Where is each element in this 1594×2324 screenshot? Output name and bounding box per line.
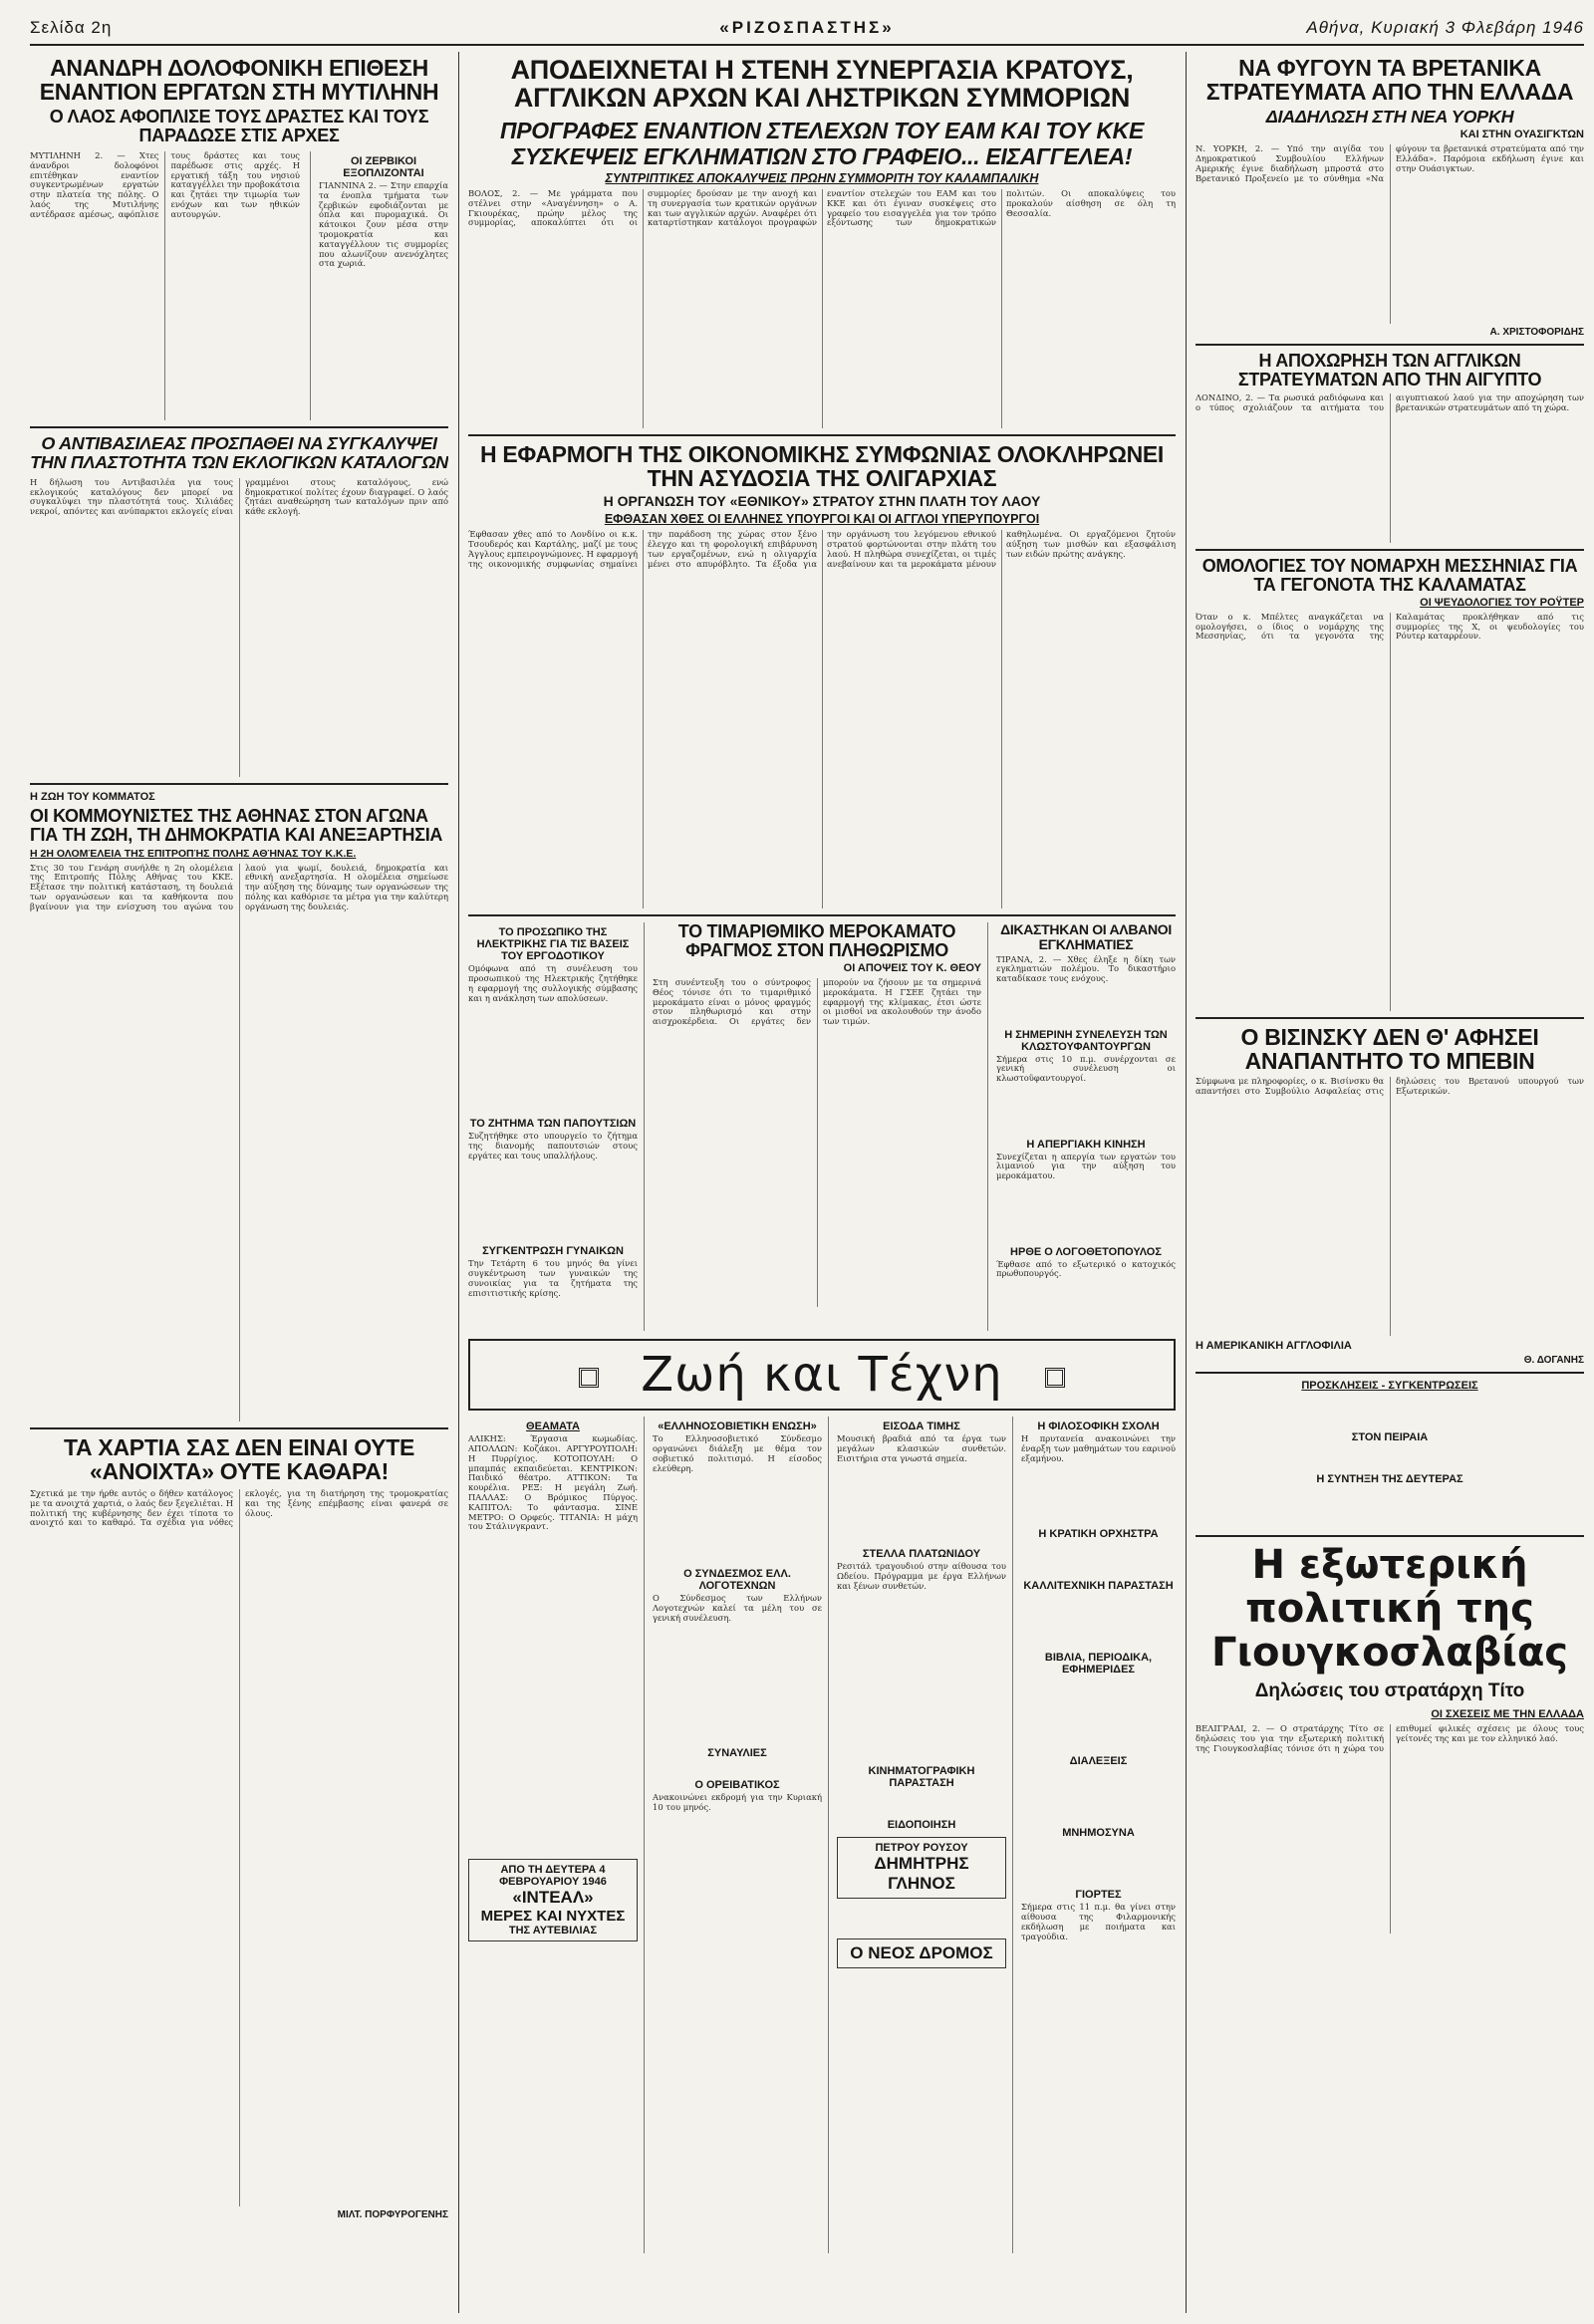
small-articles bbox=[468, 922, 645, 1331]
article-body: ΛΟΝΔΙΝΟ, 2. — Τα ρωσικά ραδιόφωνα και ο τύπος σχολιάζουν τα αιτήματα του αιγυπτιακού λαού για την αποχώρηση των βρετανικών στρατευμάτων από τη χώρα. bbox=[1196, 391, 1584, 412]
article-egypt bbox=[1196, 352, 1584, 543]
culture-col-4 bbox=[1021, 1417, 1176, 2253]
section-divider bbox=[1196, 1017, 1584, 1019]
subheadline: Δηλώσεις του στρατάρχη Τίτο bbox=[1254, 1680, 1525, 1702]
article-body: Σύμφωνα με πληροφορίες, ο κ. Βισίνσκυ θα απαντήσει στο Συμβούλιο Ασφαλείας στις δηλώσεις του Βρετανού υπουργού των Εξωτερικών. bbox=[1196, 1076, 1584, 1096]
section-heading: ΜΝΗΜΟΣΥΝΑ bbox=[1062, 1827, 1135, 1840]
article-mytilene bbox=[30, 56, 448, 420]
headline: Η εξωτερική πολιτική της Γιουγκοσλαβίας bbox=[1210, 1542, 1569, 1677]
section-heading: Ο ΣΥΝΔΕΣΜΟΣ ΕΛΛ. ΛΟΓΟΤΕΧΝΩΝ bbox=[683, 1568, 791, 1593]
section-heading: Η ΣΥΝΤΗΞΗ ΤΗΣ ΔΕΥΤΕΡΑΣ bbox=[1316, 1473, 1463, 1486]
section-heading: ΣΤΟΝ ΠΕΙΡΑΙΑ bbox=[1351, 1431, 1429, 1444]
article-body: Έφθασαν χθες από το Λονδίνο οι κ.κ. Τσουδερός και Καρτάλης, μαζί με τους Άγγλους εμπειρογνώμονες. Η εφαρμογή της οικονομικής συμφωνίας σημαίνει την παράδοση της χώρας στον ξένο έλεγχο και τη φορολογική επιβάρυνση των εργαζομένων, ενώ η ολιγαρχία μένει στο απυρόβλητο. Τα έξοδα για την οργάνωση του λεγόμενου εθνικού στρατού φορτώνονται στην πλάτη του λαού. Η πληθώρα συνεχίζεται, οι τιμές ανεβαίνουν και τα μεροκάματα μένουν καθηλωμένα. Οι εργαζόμενοι ζητούν αύξηση των μισθών και εξασφάλιση των ειδών πρώτης ανάγκης. bbox=[468, 529, 1176, 569]
culture-col-2 bbox=[653, 1417, 829, 2253]
article-messinia bbox=[1196, 557, 1584, 1011]
magazine-ad bbox=[837, 1938, 1006, 1968]
section-divider bbox=[1196, 344, 1584, 346]
section-divider bbox=[1196, 549, 1584, 551]
section-heading: ΣΥΝΑΥΛΙΕΣ bbox=[707, 1747, 767, 1760]
headline: ΑΝΑΝΔΡΗ ΔΟΛΟΦΟΝΙΚΗ ΕΠΙΘΕΣΗ ΕΝΑΝΤΙΟΝ ΕΡΓΑΤΩΝ ΣΤΗ ΜΥΤΙΛΗΝΗ bbox=[39, 56, 439, 106]
article-body: Ανακοινώνει εκδρομή για την Κυριακή 10 του μηνός. bbox=[653, 1792, 822, 1813]
headline: ΟΙ ΚΟΜΜΟΥΝΙΣΤΕΣ ΤΗΣ ΑΘΗΝΑΣ ΣΤΟΝ ΑΓΩΝΑ ΓΙΑ ΤΗ ΖΩΗ, ΤΗ ΔΗΜΟΚΡΑΤΙΑ ΚΑΙ ΑΝΕΞΑΡΤΗΣΙΑ bbox=[30, 805, 443, 845]
article-tito bbox=[1196, 1543, 1584, 1934]
article-kke-athens bbox=[30, 791, 448, 1421]
headline: Η ΑΠΕΡΓΙΑΚΗ ΚΙΝΗΣΗ bbox=[1026, 1138, 1146, 1151]
subheadline: ΔΙΑΔΗΛΩΣΗ ΣΤΗ ΝΕΑ ΥΟΡΚΗ bbox=[1265, 107, 1514, 128]
article-body: Η δήλωση του Αντιβασιλέα για τους εκλογικούς καταλόγους δεν μπορεί να συγκαλύψει την πλαστότητά τους. Χιλιάδες νεκροί, απόντες και ανύπαρκτοι εκλογείς είναι γραμμένοι στους καταλόγους, ενώ δημοκρατικοί πολίτες έχουν διαγραφεί. Ο λαός ζητάει αναθεώρηση των καταλόγων πριν από κάθε εκλογή. bbox=[30, 476, 448, 517]
article-wage bbox=[653, 922, 988, 1331]
section-divider bbox=[468, 434, 1176, 436]
section-heading: ΓΙΟΡΤΕΣ bbox=[1075, 1889, 1122, 1902]
lead-body: ΒΟΛΟΣ, 2. — Με γράμματα που στέλνει στην «Αναγέννηση» ο Α. Γκιουρέκας, πρώην μέλος της συμμορίας, αποκαλύπτει ότι οι συμμορίες δρούσαν με την ανοχή και τη συνεργασία των κρατικών οργάνων και των αγγλικών αρχών. Αναφέρει ότι καταρτίστηκαν κατάλογοι προγραφών εναντίον στελεχών του ΕΑΜ και του ΚΚΕ και ότι έγιναν συσκέψεις στο γραφείο του εισαγγελέα για τον τρόπο εξόντωσης των δημοκρατικών πολιτών. Οι αποκαλύψεις του προκαλούν αίσθηση σε όλη τη Θεσσαλία. bbox=[468, 187, 1176, 228]
lead-headline: ΑΠΟΔΕΙΧΝΕΤΑΙ Η ΣΤΕΝΗ ΣΥΝΕΡΓΑΣΙΑ ΚΡΑΤΟΥΣ, ΑΓΓΛΙΚΩΝ ΑΡΧΩΝ ΚΑΙ ΛΗΣΤΡΙΚΩΝ ΣΥΜΜΟΡΙΩΝ bbox=[510, 56, 1134, 114]
section-heading: ΚΙΝΗΜΑΤΟΓΡΑΦΙΚΗ ΠΑΡΑΣΤΑΣΗ bbox=[868, 1765, 975, 1790]
section-divider bbox=[1196, 1535, 1584, 1537]
article-body: ΒΕΛΙΓΡΑΔΙ, 2. — Ο στρατάρχης Τίτο σε δηλώσεις του για την εξωτερική πολιτική της Γιουγκοσλαβίας τόνισε ότι η χώρα του επιθυμεί φιλικές σχέσεις με όλους τους γείτονές της και με τον ελληνικό λαό. bbox=[1196, 1723, 1584, 1753]
lead-article bbox=[468, 56, 1176, 428]
headline: ΤΟ ΤΙΜΑΡΙΘΜΙΚΟ ΜΕΡΟΚΑΜΑΤΟ ΦΡΑΓΜΟΣ ΣΤΟΝ ΠΛΗΘΩΡΙΣΜΟ bbox=[677, 921, 956, 961]
subheadline: Η 2Η ΟΛΟΜΈΛΕΙΑ ΤΗΣ ΕΠΙΤΡΟΠΉΣ ΠΌΛΗΣ ΑΘΉΝΑΣ ΤΟΥ Κ.Κ.Ε. bbox=[30, 847, 357, 860]
lead-subheadline-2: ΣΥΣΚΕΨΕΙΣ ΕΓΚΛΗΜΑΤΙΩΝ ΣΤΟ ΓΡΑΦΕΙΟ... ΕΙΣΑΓΓΕΛΕΑ! bbox=[511, 142, 1133, 169]
sidebar-body: ΓΙΑΝΝΙΝΑ 2. — Στην επαρχία τα ένοπλα τμήματα των ζερβικών εφοδιάζονται με όπλα και πυρομαχικά. Οι κάτοικοι ζουν μέσα στην τρομοκρατία και καταγγέλλουν τις συμμορίες που αλωνίζουν ανενόχλητες στα χωριά. bbox=[319, 180, 448, 269]
masthead bbox=[30, 16, 1584, 46]
left-column bbox=[30, 56, 448, 2315]
section-kicker: ΚΑΙ ΣΤΗΝ ΟΥΑΣΙΓΚΤΩΝ bbox=[1460, 129, 1584, 141]
newspaper-name: «ΡΙΖΟΣΠΑΣΤΗΣ» bbox=[719, 18, 895, 37]
column-rule bbox=[1186, 52, 1187, 2313]
listings-body: ΑΛΙΚΗΣ: Έργασια κωμωδίας. ΑΠΟΛΛΩΝ: Κοζάκοι. ΑΡΓΥΡΟΥΠΟΛΗ: Η Πυρρίχιος. ΚΟΤΟΠΟΥΛΗ: Ο μπαμπάς εκπαιδεύεται. ΚΕΝΤΡΙΚΟΝ: Παιδικό θέατρο. ΑΤΤΙΚΟΝ: Τα κουρέλια. ΡΕΞ: Η μεγάλη Ζωή. ΠΑΛΛΑΣ: Ο Βρόμικος Πύργος. ΚΑΠΙΤΟΛ: Το φάντασμα. ΣΙΝΕ ΜΕΤΡΟ: Ο Ορφεύς. ΤΙΤΑΝΙΑ: Η μάχη του Στάλινγκραντ. bbox=[468, 1433, 638, 1532]
section-kicker: Η ΖΩΗ ΤΟΥ ΚΟΜΜΑΤΟΣ bbox=[30, 790, 155, 803]
section-heading: ΕΙΣΟΔΑ ΤΙΜΗΣ bbox=[883, 1420, 960, 1433]
section-heading: Ο ΟΡΕΙΒΑΤΙΚΟΣ bbox=[694, 1779, 780, 1792]
author-signature: Α. ΧΡΙΣΤΟΦΟΡΙΔΗΣ bbox=[1489, 327, 1584, 339]
headline: Ο ΑΝΤΙΒΑΣΙΛΕΑΣ ΠΡΟΣΠΑΘΕΙ ΝΑ ΣΥΓΚΑΛΥΨΕΙ ΤΗΝ ΠΛΑΣΤΟΤΗΤΑ ΤΩΝ ΕΚΛΟΓΙΚΩΝ ΚΑΤΑΛΟΓΩΝ bbox=[30, 433, 448, 472]
headline: ΣΥΓΚΕΝΤΡΩΣΗ ΓΥΝΑΙΚΩΝ bbox=[482, 1245, 624, 1258]
section-heading: ΒΙΒΛΙΑ, ΠΕΡΙΟΔΙΚΑ, ΕΦΗΜΕΡΙΔΕΣ bbox=[1044, 1652, 1153, 1677]
headline: Η ΣΗΜΕΡΙΝΗ ΣΥΝΕΛΕΥΣΗ ΤΩΝ ΚΛΩΣΤΟΥΦΑΝΤΟΥΡΓΩΝ bbox=[1004, 1028, 1168, 1053]
section-kicker: ΟΙ ΣΧΕΣΕΙΣ ΜΕ ΤΗΝ ΕΛΛΑΔΑ bbox=[1431, 1708, 1584, 1721]
lead-kicker: ΣΥΝΤΡΙΠΤΙΚΕΣ ΑΠΟΚΑΛΥΨΕΙΣ ΠΡΩΗΝ ΣΥΜΜΟΡΙΤΗ ΤΟΥ ΚΑΛΑΜΠΑΛΙΚΗ bbox=[605, 170, 1039, 185]
ad-magazine-title: Ο ΝΕΟΣ ΔΡΟΜΟΣ bbox=[850, 1943, 993, 1963]
culture-section-header bbox=[468, 1339, 1176, 1411]
center-columns bbox=[468, 56, 1176, 2315]
headline: ΔΙΚΑΣΤΗΚΑΝ ΟΙ ΑΛΒΑΝΟΙ ΕΓΚΛΗΜΑΤΙΕΣ bbox=[1000, 921, 1172, 952]
article-body: Έφθασε από το εξωτερικό ο κατοχικός πρωθυπουργός. bbox=[996, 1258, 1176, 1279]
article-body: Η πρυτανεία ανακοινώνει την έναρξη των μαθημάτων του εαρινού εξαμήνου. bbox=[1021, 1433, 1176, 1463]
ad-line: ΤΗΣ ΑΥΤΕΒΙΛΙΑΣ bbox=[508, 1925, 598, 1937]
author-signature: ΜΙΛΤ. ΠΟΡΦΥΡΟΓΕΝΗΣ bbox=[337, 2208, 448, 2220]
ad-line: ΑΠΟ ΤΗ ΔΕΥΤΕΡΑ 4 ΦΕΒΡΟΥΑΡΙΟΥ 1946 bbox=[499, 1864, 607, 1889]
article-body: Σήμερα στις 11 π.μ. θα γίνει στην αίθουσα της Φιλαρμονικής εκδήλωση με ποιήματα και τραγούδια. bbox=[1021, 1902, 1176, 1941]
section-heading: ΕΙΔΟΠΟΙΗΣΗ bbox=[887, 1819, 956, 1832]
headline: ΤΑ ΧΑΡΤΙΑ ΣΑΣ ΔΕΝ ΕΙΝΑΙ ΟΥΤΕ «ΑΝΟΙΧΤΑ» ΟΥΤΕ ΚΑΘΑΡΑ! bbox=[63, 1433, 414, 1484]
article-body: Στις 30 του Γενάρη συνήλθε η 2η ολομέλεια της Επιτροπής Πόλης Αθήνας του ΚΚΕ. Εξέτασε την πολιτική κατάσταση, τη δουλειά των οργανώσεων και τα καθήκοντα που βγαίνουν για την ενίσχυση του αγώνα του λαού για ψωμί, δουλειά, δημοκρατία και εθνική ανεξαρτησία. Η ολομέλεια σημείωσε την αύξηση της δύναμης των οργανώσεων της πόλης και καθόρισε τα μέτρα για την καλύτερη οργάνωση της δουλειάς. bbox=[30, 862, 448, 911]
ornament-icon bbox=[1045, 1368, 1065, 1388]
section-divider bbox=[468, 914, 1176, 916]
article-body: Ρεσιτάλ τραγουδιού στην αίθουσα του Ωδείου. Πρόγραμμα με έργα Ελλήνων και ξένων συνθετών. bbox=[837, 1561, 1006, 1591]
ad-author: ΠΕΤΡΟΥ ΡΟΥΣΟΥ bbox=[875, 1842, 968, 1855]
article-body: Συνεχίζεται η απεργία των εργατών του λιμανιού για την αύξηση του μεροκάματου. bbox=[996, 1151, 1176, 1181]
section-divider bbox=[30, 426, 448, 428]
small-articles-right bbox=[996, 922, 1176, 1331]
headline: Η ΕΦΑΡΜΟΓΗ ΤΗΣ ΟΙΚΟΝΟΜΙΚΗΣ ΣΥΜΦΩΝΙΑΣ ΟΛΟΚΛΗΡΩΝΕΙ ΤΗΝ ΑΣΥΔΟΣΙΑ ΤΗΣ ΟΛΙΓΑΡΧΙΑΣ bbox=[479, 440, 1165, 492]
issue-date: Αθήνα, Κυριακή 3 Φλεβάρη 1946 bbox=[1306, 18, 1584, 37]
ornament-icon bbox=[579, 1368, 599, 1388]
section-heading: ΚΑΛΛΙΤΕΧΝΙΚΗ ΠΑΡΑΣΤΑΣΗ bbox=[1023, 1580, 1174, 1593]
ad-film-title: ΜΕΡΕΣ ΚΑΙ ΝΥΧΤΕΣ bbox=[480, 1908, 626, 1926]
subheadline: Ο ΛΑΟΣ ΑΦΟΠΛΙΣΕ ΤΟΥΣ ΔΡΑΣΤΕΣ ΚΑΙ ΤΟΥΣ ΠΑΡΑΔΩΣΕ ΣΤΙΣ ΑΡΧΕΣ bbox=[49, 107, 429, 146]
column-rule bbox=[458, 52, 459, 2313]
headline: ΟΜΟΛΟΓΙΕΣ ΤΟΥ ΝΟΜΑΡΧΗ ΜΕΣΣΗΝΙΑΣ ΓΙΑ ΤΑ ΓΕΓΟΝΟΤΑ ΤΗΣ ΚΑΛΑΜΑΤΑΣ bbox=[1201, 555, 1578, 595]
section-heading: ΔΙΑΛΕΞΕΙΣ bbox=[1069, 1755, 1128, 1768]
headline: Η ΑΠΟΧΩΡΗΣΗ ΤΩΝ ΑΓΓΛΙΚΩΝ ΣΤΡΑΤΕΥΜΑΤΩΝ ΑΠΟ ΤΗΝ ΑΙΓΥΠΤΟ bbox=[1237, 351, 1542, 390]
article-antivasileas bbox=[30, 434, 448, 777]
section-divider bbox=[30, 783, 448, 785]
article-body: ΜΥΤΙΛΗΝΗ 2. — Χτες άνανδροι δολοφόνοι επιτέθηκαν εναντίον συγκεντρωμένων εργατών στην πλατεία της πόλης. Ο λαός της Μυτιλήνης αντέδρασε αμέσως, αφόπλισε τους δράστες και τους παρέδωσε στις αρχές. Η εργατική τάξη του νησιού καταγγέλλει την προβοκάτσια και ζητάει την τιμωρία των ενόχων και των ηθικών αυτουργών. bbox=[30, 150, 300, 219]
subheadline: Η ΟΡΓΑΝΩΣΗ ΤΟΥ «ΕΘΝΙΚΟΥ» ΣΤΡΑΤΟΥ ΣΤΗΝ ΠΛΑΤΗ ΤΟΥ ΛΑΟΥ bbox=[603, 493, 1041, 510]
section-heading: ΣΤΕΛΛΑ ΠΛΑΤΩΝΙΔΟΥ bbox=[862, 1548, 981, 1561]
headline: Ο ΒΙΣΙΝΣΚΥ ΔΕΝ Θ' ΑΦΗΣΕΙ ΑΝΑΠΑΝΤΗΤΟ ΤΟ ΜΠΕΒΙΝ bbox=[1240, 1023, 1539, 1074]
page-number: Σελίδα 2η bbox=[30, 18, 113, 37]
ad-cinema-name: «ΙΝΤΕΑΛ» bbox=[512, 1888, 594, 1908]
article-body: Συζητήθηκε στο υπουργείο το ζήτημα της διανομής παπουτσιών στους εργάτες και τους υπαλλήλους. bbox=[468, 1131, 638, 1161]
book-ad bbox=[837, 1837, 1006, 1899]
article-body: ΤΙΡΑΝΑ, 2. — Χθες έληξε η δίκη των εγκληματιών πολέμου. Το δικαστήριο καταδίκασε τους ενόχους. bbox=[996, 953, 1176, 984]
section-divider bbox=[30, 1427, 448, 1429]
section-heading: Η ΚΡΑΤΙΚΗ ΟΡΧΗΣΤΡΑ bbox=[1038, 1528, 1159, 1541]
headline: ΗΡΘΕ Ο ΛΟΓΟΘΕΤΟΠΟΥΛΟΣ bbox=[1010, 1245, 1162, 1258]
section-heading: ΠΡΟΣΚΛΗΣΕΙΣ - ΣΥΓΚΕΝΤΡΩΣΕΙΣ bbox=[1301, 1380, 1478, 1393]
culture-section bbox=[468, 1417, 1176, 2253]
article-british-troops bbox=[1196, 56, 1584, 338]
sidebar-headline: ΟΙ ΖΕΡΒΙΚΟΙ ΕΞΟΠΛΙΖΟΝΤΑΙ bbox=[343, 155, 424, 180]
section-kicker: ΟΙ ΑΠΟΨΕΙΣ ΤΟΥ Κ. ΘΕΟΥ bbox=[843, 962, 981, 975]
section-heading: ΘΕΑΜΑΤΑ bbox=[526, 1420, 580, 1433]
article-body: Στη συνέντευξη του ο σύντροφος Θέος τόνισε ότι το τιμαριθμικό μεροκάματο είναι ο μόνος φραγμός στον πληθωρισμό και στην αισχροκέρδεια. Οι εργάτες δεν μπορούν να ζήσουν με τα σημερινά μεροκάματα. Η ΓΣΕΕ ζητάει την εφαρμογή της κλίμακας, έτσι ώστε οι μισθοί να ακολουθούν την άνοδο των τιμών. bbox=[653, 977, 981, 1027]
article-body: Μουσική βραδιά από τα έργα των μεγάλων κλασικών συνθετών. Εισιτήρια στα γνωστά σημεία. bbox=[837, 1433, 1006, 1463]
headline: ΤΟ ΠΡΟΣΩΠΙΚΟ ΤΗΣ ΗΛΕΚΤΡΙΚΗΣ ΓΙΑ ΤΙΣ ΒΑΣΕΙΣ ΤΟΥ ΕΡΓΟΔΟΤΙΚΟΥ bbox=[476, 926, 630, 963]
article-body: Σχετικά με την ήρθε αυτός ο δήθεν κατάλογος με τα ανοιχτά χαρτιά, ο λαός δεν ξεγελιέται. Η πολιτική της κυβέρνησης δεν έχει τίποτα το ανοιχτό και το καθαρό. Τα σχέδια για νόθες εκλογές, για τη διατήρηση της τρομοκρατίας και της ξένης επέμβασης είναι φανερά σε όλους. bbox=[30, 1487, 448, 1528]
article-body: Την Τετάρτη 6 του μηνός θα γίνει συγκέντρωση των γυναικών της συνοικίας για τα ζητήματα της επισιτιστικής κρίσης. bbox=[468, 1258, 638, 1298]
culture-col-1 bbox=[468, 1417, 645, 2253]
headline: ΝΑ ΦΥΓΟΥΝ ΤΑ ΒΡΕΤΑΝΙΚΑ ΣΤΡΑΤΕΥΜΑΤΑ ΑΠΟ ΤΗΝ ΕΛΛΑΔΑ bbox=[1205, 56, 1574, 106]
subheadline-2: ΕΦΘΑΣΑΝ ΧΘΕΣ ΟΙ ΕΛΛΗΝΕΣ ΥΠΟΥΡΓΟΙ ΚΑΙ ΟΙ ΑΓΓΛΟΙ ΥΠΕΡΥΠΟΥΡΓΟΙ bbox=[604, 512, 1040, 527]
article-body: Ομόφωνα από τη συνέλευση του προσωπικού της Ηλεκτρικής ζητήθηκε η εφαρμογή της συλλογικής σύμβασης και η ανάκληση των απολύσεων. bbox=[468, 963, 638, 1003]
article-body: Ο Σύνδεσμος των Ελλήνων Λογοτεχνών καλεί τα μέλη του σε γενική συνέλευση. bbox=[653, 1593, 822, 1623]
section-divider bbox=[1196, 1372, 1584, 1374]
news-strip bbox=[468, 922, 1176, 1331]
article-body: Σήμερα στις 10 π.μ. συνέρχονται σε γενική συνέλευση οι κλωστοϋφαντουργοί. bbox=[996, 1053, 1176, 1084]
article-body: Ν. ΥΟΡΚΗ, 2. — Υπό την αιγίδα του Δημοκρατικού Συμβουλίου Ελλήνων Αμερικής έγινε διαδήλωση μπροστά στο Βρετανικό Προξενείο με το σύνθημα «Να φύγουν τα βρετανικά στρατεύματα από την Ελλάδα». Παρόμοια εκδήλωση έγινε και στην Ουάσιγκτων. bbox=[1196, 143, 1584, 183]
culture-col-3 bbox=[837, 1417, 1013, 2253]
article-body: Το Ελληνοσοβιετικό Σύνδεσμο οργανώνει διάλεξη με θέμα τον σοβιετικό πολιτισμό. Η είσοδος ελεύθερη. bbox=[653, 1433, 822, 1473]
cinema-ad bbox=[468, 1859, 638, 1941]
ad-book-title: ΔΗΜΗΤΡΗΣ ΓΛΗΝΟΣ bbox=[874, 1854, 969, 1894]
right-column bbox=[1196, 56, 1584, 2315]
section-heading: Η ΦΙΛΟΣΟΦΙΚΗ ΣΧΟΛΗ bbox=[1037, 1420, 1160, 1433]
headline: ΤΟ ΖΗΤΗΜΑ ΤΩΝ ΠΑΠΟΥΤΣΙΩΝ bbox=[469, 1118, 637, 1131]
lead-subheadline: ΠΡΟΓΡΑΦΕΣ ΕΝΑΝΤΙΟΝ ΣΤΕΛΕΧΩΝ ΤΟΥ ΕΑΜ ΚΑΙ ΤΟΥ ΚΚΕ bbox=[500, 117, 1144, 143]
subheading: Η ΑΜΕΡΙΚΑΝΙΚΗ ΑΓΓΛΟΦΙΛΙΑ bbox=[1196, 1340, 1352, 1353]
article-charts bbox=[30, 1435, 448, 2220]
article-body: Όταν ο κ. Μπέλτες αναγκάζεται να ομολογήσει, ο ίδιος ο νομάρχης της Μεσσηνίας, ότι τα γεγονότα της Καλαμάτας προκλήθηκαν από τις συμμορίες της Χ, οι ψευδολογίες του Ρόυτερ καταρρέουν. bbox=[1196, 611, 1584, 642]
section-heading: «ΕΛΛΗΝΟΣΟΒΙΕΤΙΚΗ ΕΝΩΣΗ» bbox=[658, 1420, 817, 1433]
author-signature: Θ. ΔΟΓΑΝΗΣ bbox=[1523, 1355, 1584, 1367]
section-kicker: ΟΙ ΨΕΥΔΟΛΟΓΙΕΣ ΤΟΥ ΡΟΫΤΕΡ bbox=[1420, 596, 1584, 609]
announcements bbox=[1196, 1380, 1584, 1529]
article-vyshinsky bbox=[1196, 1025, 1584, 1366]
culture-section-title: Ζωή και Τέχνη bbox=[641, 1347, 1003, 1404]
article-economic-agreement bbox=[468, 442, 1176, 908]
